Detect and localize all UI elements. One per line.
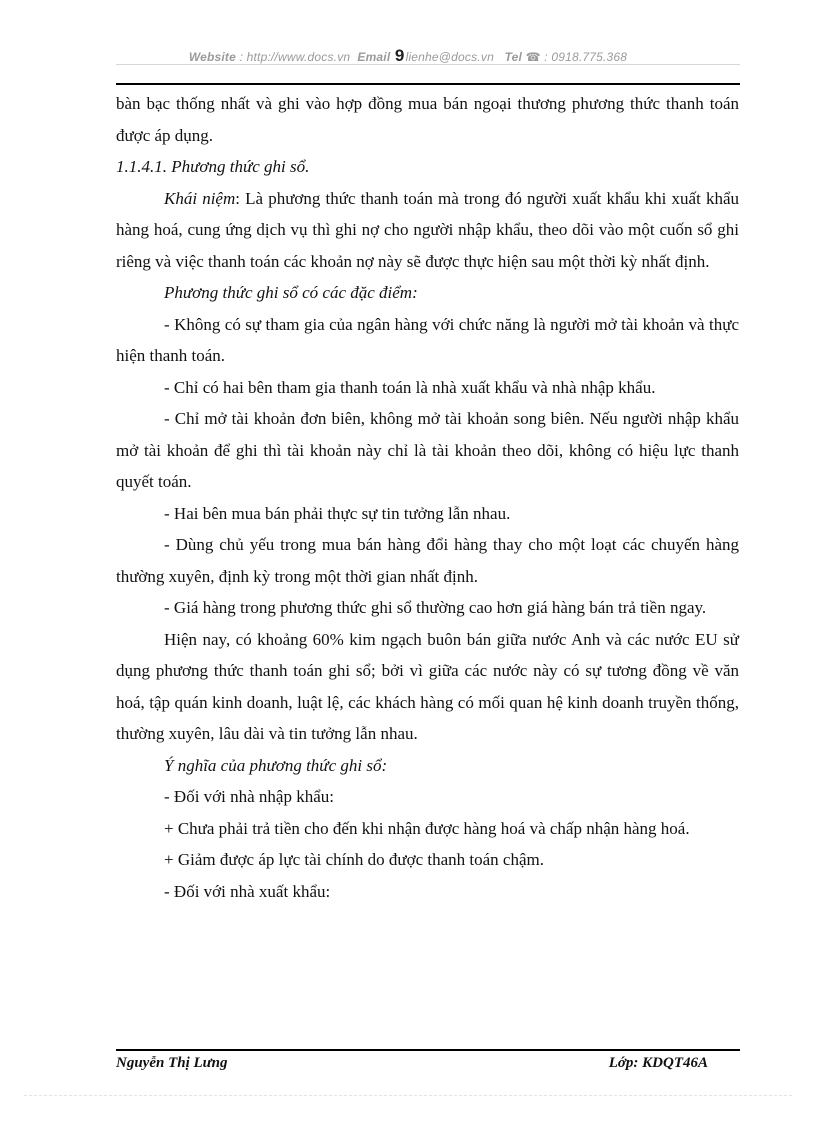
list-item: - Dùng chủ yếu trong mua bán hàng đổi hàng thay cho một loạt các chuyến hàng thường xuyên, định kỳ trong một thời gian nhất định. bbox=[116, 535, 739, 586]
list-item: - Đối với nhà xuất khẩu: bbox=[164, 881, 331, 901]
list-item: - Giá hàng trong phương thức ghi sổ thường cao hơn giá hàng bán trả tiền ngay. bbox=[164, 598, 707, 617]
header-thin-rule bbox=[116, 64, 740, 65]
list-item: - Chỉ có hai bên tham gia thanh toán là nhà xuất khẩu và nhà nhập khẩu. bbox=[164, 377, 656, 397]
header-rule bbox=[116, 83, 740, 85]
list-item: + Giảm được áp lực tài chính do được thanh toán chậm. bbox=[164, 850, 544, 869]
footer-class: Lớp: KDQT46A bbox=[608, 1055, 708, 1071]
footer-rule bbox=[116, 1049, 740, 1051]
concept-label: Khái niệm bbox=[164, 188, 236, 208]
list-item: - Không có sự tham gia của ngân hàng với chức năng là người mở tài khoản và thực hiện thanh toán. bbox=[116, 314, 739, 365]
list-item: - Đối với nhà nhập khẩu: bbox=[164, 787, 334, 806]
page-header bbox=[0, 46, 816, 66]
tel-label: Tel bbox=[504, 50, 523, 64]
paragraph: bàn bạc thống nhất và ghi vào hợp đồng mua bán ngoại thương phương thức thanh toán được áp dụng. bbox=[116, 94, 739, 145]
website-value: : http://www.docs.vn bbox=[239, 50, 351, 64]
email-value: lienhe@docs.vn bbox=[405, 50, 494, 64]
list-item: - Chỉ mở tài khoản đơn biên, không mở tài khoản song biên. Nếu người nhập khẩu mở tài khoản để ghi thì tài khoản này chỉ là tài khoản theo dõi, không có hiệu lực thanh quyết toán. bbox=[116, 409, 739, 491]
website-label: Website bbox=[188, 50, 237, 64]
tel-value: ☎ : 0918.775.368 bbox=[525, 50, 628, 64]
list-item: + Chưa phải trả tiền cho đến khi nhận được hàng hoá và chấp nhận hàng hoá. bbox=[164, 818, 690, 838]
section-heading: 1.1.4.1. Phương thức ghi sổ. bbox=[116, 157, 310, 176]
paragraph: Hiện nay, có khoảng 60% kim ngạch buôn bán giữa nước Anh và các nước EU sử dụng phương thức thanh toán ghi sổ; bởi vì giữa các nước này có sự tương đồng về văn hoá, tập quán kinh doanh, luật lệ, các khách hàng có mối quan hệ kinh doanh truyền thống, thường xuyên, lâu dài và tin tưởng lẫn nhau. bbox=[116, 629, 739, 743]
subheading: Phương thức ghi sổ có các đặc điểm: bbox=[164, 283, 418, 302]
paragraph-concept: Khái niệm: Là phương thức thanh toán mà trong đó người xuất khẩu khi xuất khẩu hàng hoá, cung ứng dịch vụ thì ghi nợ cho người nhập khẩu, theo dõi vào một cuốn sổ ghi riêng và việc thanh toán các khoản nợ này sẽ được thực hiện sau một thời kỳ nhất định. bbox=[116, 188, 739, 271]
concept-text: Là phương thức thanh toán mà trong đó người xuất khẩu khi xuất khẩu hàng hoá, cung ứng dịch vụ thì ghi nợ cho người nhập khẩu, theo dõi vào một cuốn sổ ghi riêng và việc thanh toán các khoản nợ này sẽ được thực hiện sau một thời kỳ nhất định. bbox=[116, 188, 739, 271]
page-number: 9 bbox=[394, 46, 405, 65]
page-bottom-divider bbox=[24, 1095, 792, 1096]
email-label: Email bbox=[357, 50, 391, 64]
document-body bbox=[116, 88, 739, 907]
list-item: - Hai bên mua bán phải thực sự tin tưởng lẫn nhau. bbox=[164, 503, 511, 523]
subheading: Ý nghĩa của phương thức ghi sổ: bbox=[164, 755, 388, 775]
footer-author: Nguyễn Thị Lưng bbox=[116, 1055, 228, 1071]
